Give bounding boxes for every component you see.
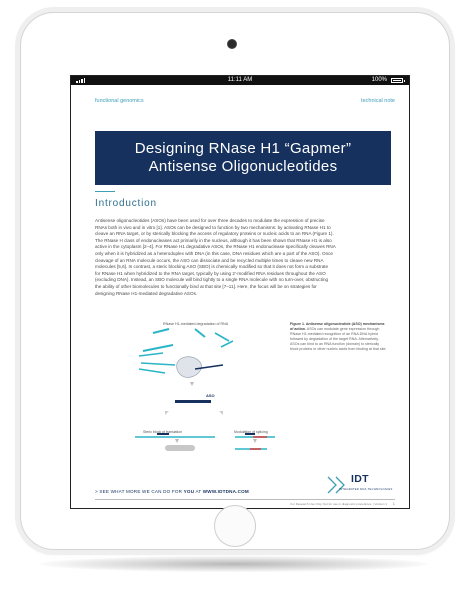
target-rna-strand-4 bbox=[139, 369, 165, 373]
camera-icon bbox=[227, 39, 237, 49]
body-line: cleavage of an RNA molecule occurs, the ASO can dissociate and be recycled multiple times to cleave new RNA bbox=[95, 257, 324, 263]
footer-divider bbox=[95, 499, 395, 500]
cta-prefix: > SEE WHAT MORE WE CAN DO FOR bbox=[95, 489, 184, 494]
kicker-category: functional genomics bbox=[95, 98, 144, 104]
body-line: only when it is hybridized as a heteroduplex with DNA (in this case, DNA residues which are a part of the ASO). Once bbox=[95, 250, 333, 256]
accent-rule bbox=[95, 191, 115, 192]
released-rna-fragment bbox=[215, 333, 229, 341]
body-line: Antisense oligonucleotides (ASOs) have been used for over three decades to modulate the expression of precise bbox=[95, 218, 325, 223]
kicker-doc-type: technical note bbox=[361, 98, 395, 104]
arrow-down-icon bbox=[190, 382, 194, 386]
splicing-caption: Modulation of splicing bbox=[234, 430, 268, 434]
arrow-down-left-icon bbox=[165, 411, 169, 415]
body-line: for RNase H1 when hybridized to the RNA target, typically by using 2'-modified RNA residues throughout the ASO bbox=[95, 270, 326, 276]
battery-percent: 100% bbox=[371, 77, 387, 83]
body-line: designing RNase H1-mediated degradative ASOs. bbox=[95, 290, 198, 296]
body-line: the ability of other biomolecules to functionally bind at that site [7–11]. Here, the focus will be on strategies for bbox=[95, 283, 317, 289]
body-line: (excluding DNA). Instead, an SBO molecule will bind tightly to a single RNA molecule with no turn-over, obstructing bbox=[95, 277, 329, 283]
page-number: 1 bbox=[392, 501, 395, 506]
home-button[interactable] bbox=[214, 505, 256, 547]
page-title-line-2: Antisense Oligonucleotides bbox=[148, 158, 338, 175]
device-shadow bbox=[40, 556, 428, 572]
intro-paragraph bbox=[95, 218, 391, 297]
body-line: active in the cytoplasm [2–4]. For RNase H1 degradative ASOs, the RNase H1 endonuclease specifically cleaves RNA bbox=[95, 244, 336, 250]
logo-tagline: INTEGRATED DNA TECHNOLOGIES bbox=[339, 488, 393, 491]
target-rna-strand-3 bbox=[141, 363, 175, 365]
battery-icon bbox=[391, 78, 403, 83]
section-title: Introduction bbox=[95, 198, 157, 209]
aso-label: ASO bbox=[206, 393, 215, 398]
cta-mid: AT bbox=[194, 489, 203, 494]
arrow-down-icon bbox=[253, 439, 257, 443]
cleaved-rna-fragment-left bbox=[153, 329, 169, 333]
logo-wordmark: IDT bbox=[351, 473, 369, 485]
steric-block-caption: Steric block of translation bbox=[143, 430, 183, 434]
rnase-h1-enzyme-icon bbox=[177, 357, 202, 378]
status-time: 11:11 AM bbox=[227, 77, 253, 83]
figure-caption-title: Figure 1. Antisense oligonucleotide (ASO) mechanisms of action. bbox=[290, 322, 385, 331]
figure-caption-body: ASOs can modulate gene expression through RNase H1-mediated recognition of an RNA:DNA hybrid followed by degradation of the target RNA. Alternatively, ASOs can bind to an RNA function (domain) to sterically block proteins or other nucleic acids from binding at that site. bbox=[290, 327, 387, 351]
tablet-frame bbox=[20, 12, 450, 550]
ribosome-icon bbox=[165, 445, 195, 451]
body-line: The RNase H class of endonucleases act primarily in the nucleus, although it has been shown that RNase H1 is also bbox=[95, 237, 332, 243]
cleaved-rna-fragment-right bbox=[195, 329, 205, 337]
figure-heading: RNase H1-mediated degradation of RNA bbox=[163, 322, 229, 326]
body-line: cleave an RNA target, or by sterically blocking the access of regulatory proteins or nucleic acids to an RNA (Figure 1). bbox=[95, 231, 334, 237]
status-bar bbox=[71, 76, 409, 85]
arrow-down-right-icon bbox=[219, 411, 223, 415]
title-banner bbox=[95, 131, 391, 185]
body-line: RNAs both in vivo and in vitro [1]. ASOs can be designed to function by two mechanisms: by activating RNase H1 to bbox=[95, 224, 331, 230]
footer-note: For Research Use Only. Not for use in diagnostic procedures. | Version 1 bbox=[290, 502, 387, 506]
aso-molecule bbox=[175, 400, 211, 403]
target-rna-strand-2 bbox=[139, 353, 163, 356]
document-page[interactable] bbox=[71, 85, 409, 508]
arrow-down-icon bbox=[175, 439, 179, 443]
cta-you: YOU bbox=[183, 489, 195, 494]
cta-link[interactable] bbox=[95, 489, 249, 494]
tablet-screen bbox=[70, 75, 410, 509]
page-title-line-1: Designing RNase H1 “Gapmer” bbox=[134, 140, 352, 157]
target-rna-strand bbox=[143, 345, 173, 351]
released-rna-fragment-2 bbox=[221, 341, 233, 347]
figure-caption bbox=[290, 322, 388, 352]
cta-url[interactable]: WWW.IDTDNA.COM bbox=[202, 489, 249, 494]
body-line: molecules [5,6]. In contrast, a steric blocking ASO (SBO) is chemically modified so that it does not form a substrate bbox=[95, 264, 329, 270]
